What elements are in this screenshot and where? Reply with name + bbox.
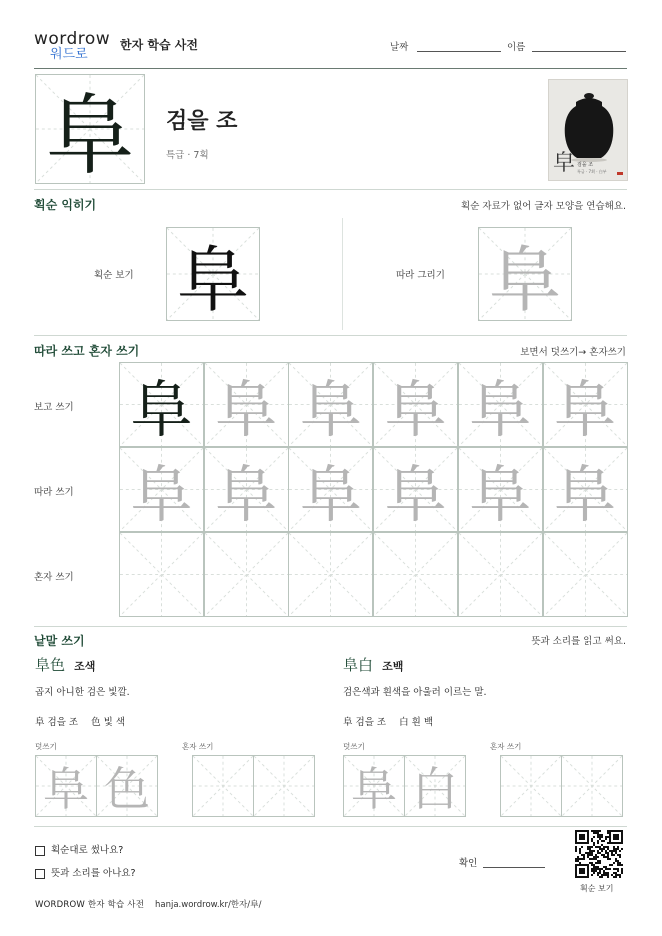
footer-brand: WORDROW 한자 학습 사전 (35, 900, 145, 910)
practice-cell-r1-c6[interactable] (543, 362, 628, 447)
stroke-view-label: 획순 보기 (94, 270, 134, 281)
practice-cell-r1-c2[interactable] (204, 362, 289, 447)
hero-character-box (35, 74, 145, 184)
word-2-hanja: 阜白 (343, 656, 374, 674)
checklist-item-1-label: 획순대로 썼나요? (51, 845, 124, 856)
stroke-column-divider (342, 218, 343, 330)
logo-wordmark: wordrow (34, 29, 111, 49)
word-2-reading: 조백 (382, 660, 404, 673)
practice-cell-r2-c4[interactable] (373, 447, 458, 532)
word-1-trace-box-1-character: 阜 (43, 762, 89, 816)
row-label-trace: 따라 쓰기 (34, 487, 74, 498)
practice-cell-r2-c4-character: 阜 (384, 458, 447, 531)
word-2-trace-box-2[interactable] (404, 755, 466, 817)
words-title: 낱말 쓰기 (34, 634, 85, 648)
row-label-look: 보고 쓰기 (34, 402, 74, 413)
practice-cell-r1-c4[interactable] (373, 362, 458, 447)
thumbnail-badge (617, 172, 623, 175)
word-2-gloss (343, 714, 433, 728)
practice-cell-r2-c6[interactable] (543, 447, 628, 532)
word-2-gloss-1: 阜 검을 조 (343, 717, 387, 728)
practice-cell-r3-c6[interactable] (543, 532, 628, 617)
checklist-item-2[interactable] (35, 865, 136, 879)
word-2-gloss-2: 白 흰 백 (399, 717, 434, 728)
practice-cell-r1-c3[interactable] (288, 362, 373, 447)
practice-note: 보면서 덧쓰기→ 혼자쓰기 (520, 347, 626, 358)
word-1-hanja: 阜色 (35, 656, 66, 674)
thumbnail-character: 皁 (553, 151, 576, 176)
qr-code[interactable] (575, 830, 623, 878)
word-1-solo-label: 혼자 쓰기 (182, 742, 214, 751)
word-2-trace-box-2-character: 白 (412, 762, 458, 816)
qr-caption: 획순 보기 (580, 884, 614, 893)
hero-character: 阜 (45, 84, 134, 184)
logo (34, 30, 114, 64)
practice-cell-r2-c1[interactable] (119, 447, 204, 532)
word-2-trace-box-1[interactable] (343, 755, 405, 817)
word-1-gloss-2: 色 빛 색 (91, 717, 126, 728)
stroke-view-box (166, 227, 260, 321)
stroke-trace-box[interactable] (478, 227, 572, 321)
row-label-solo: 혼자 쓰기 (34, 572, 74, 583)
practice-cell-r1-c3-character: 阜 (299, 373, 362, 446)
checklist-item-2-label: 뜻과 소리를 아나요? (51, 868, 136, 879)
practice-title: 따라 쓰고 혼자 쓰기 (34, 344, 140, 358)
hero-divider (34, 189, 627, 190)
word-2-solo-box-1[interactable] (500, 755, 562, 817)
strokes-title: 획순 익히기 (34, 198, 97, 212)
stroke-trace-character: 阜 (488, 238, 561, 321)
header-divider (34, 68, 627, 69)
name-label: 이름 (507, 42, 526, 53)
practice-cell-r2-c3-character: 阜 (299, 458, 362, 531)
practice-cell-r3-c1[interactable] (119, 532, 204, 617)
practice-cell-r3-c5[interactable] (458, 532, 543, 617)
checkbox-1[interactable] (35, 846, 45, 856)
practice-cell-r1-c6-character: 阜 (553, 373, 616, 446)
stroke-view-character: 阜 (176, 238, 249, 321)
word-2-heading (343, 654, 403, 675)
word-1-trace-box-2-character: 色 (104, 762, 150, 816)
word-1-gloss (35, 714, 125, 728)
date-label: 날짜 (390, 42, 409, 53)
word-1-reading: 조색 (74, 660, 96, 673)
practice-cell-r1-c1[interactable] (119, 362, 204, 447)
practice-cell-r1-c4-character: 阜 (384, 373, 447, 446)
stroke-trace-label: 따라 그리기 (396, 270, 445, 281)
practice-cell-r2-c1-character: 阜 (130, 458, 193, 531)
word-2-solo-box-2[interactable] (561, 755, 623, 817)
checkbox-2[interactable] (35, 869, 45, 879)
practice-cell-r3-c3[interactable] (288, 532, 373, 617)
word-2-trace-label: 덧쓰기 (343, 742, 365, 751)
practice-cell-r2-c2[interactable] (204, 447, 289, 532)
practice-grid (119, 362, 627, 617)
word-2-trace-box-1-character: 阜 (351, 762, 397, 816)
footer-url[interactable]: hanja.wordrow.kr/한자/阜/ (155, 900, 262, 910)
word-1-heading (35, 654, 95, 675)
practice-cell-r1-c2-character: 阜 (215, 373, 278, 446)
checklist-item-1[interactable] (35, 842, 123, 856)
practice-cell-r2-c6-character: 阜 (553, 458, 616, 531)
word-1-definition: 곱지 아니한 검은 빛깔. (35, 687, 130, 698)
logo-hangul: 워드로 (50, 47, 88, 62)
confirm-field[interactable] (483, 856, 545, 868)
thumbnail-subcaption: 특급 · 7획 · 白부 (577, 169, 607, 174)
name-field[interactable] (532, 40, 626, 52)
word-2-definition: 검은색과 흰색을 아울러 이르는 말. (343, 687, 487, 698)
word-1-trace-box-2[interactable] (96, 755, 158, 817)
practice-cell-r2-c3[interactable] (288, 447, 373, 532)
practice-cell-r2-c5[interactable] (458, 447, 543, 532)
strokes-divider (34, 335, 627, 336)
hero-meta: 특급 · 7획 (166, 150, 209, 161)
hero-meaning-sound: 검을 조 (166, 109, 238, 134)
practice-cell-r1-c1-character: 阜 (130, 373, 193, 446)
practice-cell-r2-c2-character: 阜 (215, 458, 278, 531)
practice-cell-r2-c5-character: 阜 (469, 458, 532, 531)
words-note: 뜻과 소리를 읽고 써요. (531, 636, 626, 647)
words-divider (34, 826, 627, 827)
hero-thumbnail (548, 79, 628, 181)
qr-code-graphic (575, 830, 623, 878)
strokes-note: 획순 자료가 없어 글자 모양을 연습해요. (461, 201, 626, 212)
practice-cell-r1-c5-character: 阜 (469, 373, 532, 446)
word-1-trace-box-1[interactable] (35, 755, 97, 817)
thumbnail-caption: 검을 조 (577, 162, 594, 168)
confirm-label: 확인 (459, 858, 478, 869)
practice-divider (34, 626, 627, 627)
word-2-solo-label: 혼자 쓰기 (490, 742, 522, 751)
date-field[interactable] (417, 40, 501, 52)
app-title: 한자 학습 사전 (120, 38, 198, 52)
word-1-solo-box-2[interactable] (253, 755, 315, 817)
word-1-gloss-1: 阜 검을 조 (35, 717, 79, 728)
word-1-solo-box-1[interactable] (192, 755, 254, 817)
word-1-trace-label: 덧쓰기 (35, 742, 57, 751)
practice-cell-r3-c4[interactable] (373, 532, 458, 617)
practice-cell-r3-c2[interactable] (204, 532, 289, 617)
practice-cell-r1-c5[interactable] (458, 362, 543, 447)
